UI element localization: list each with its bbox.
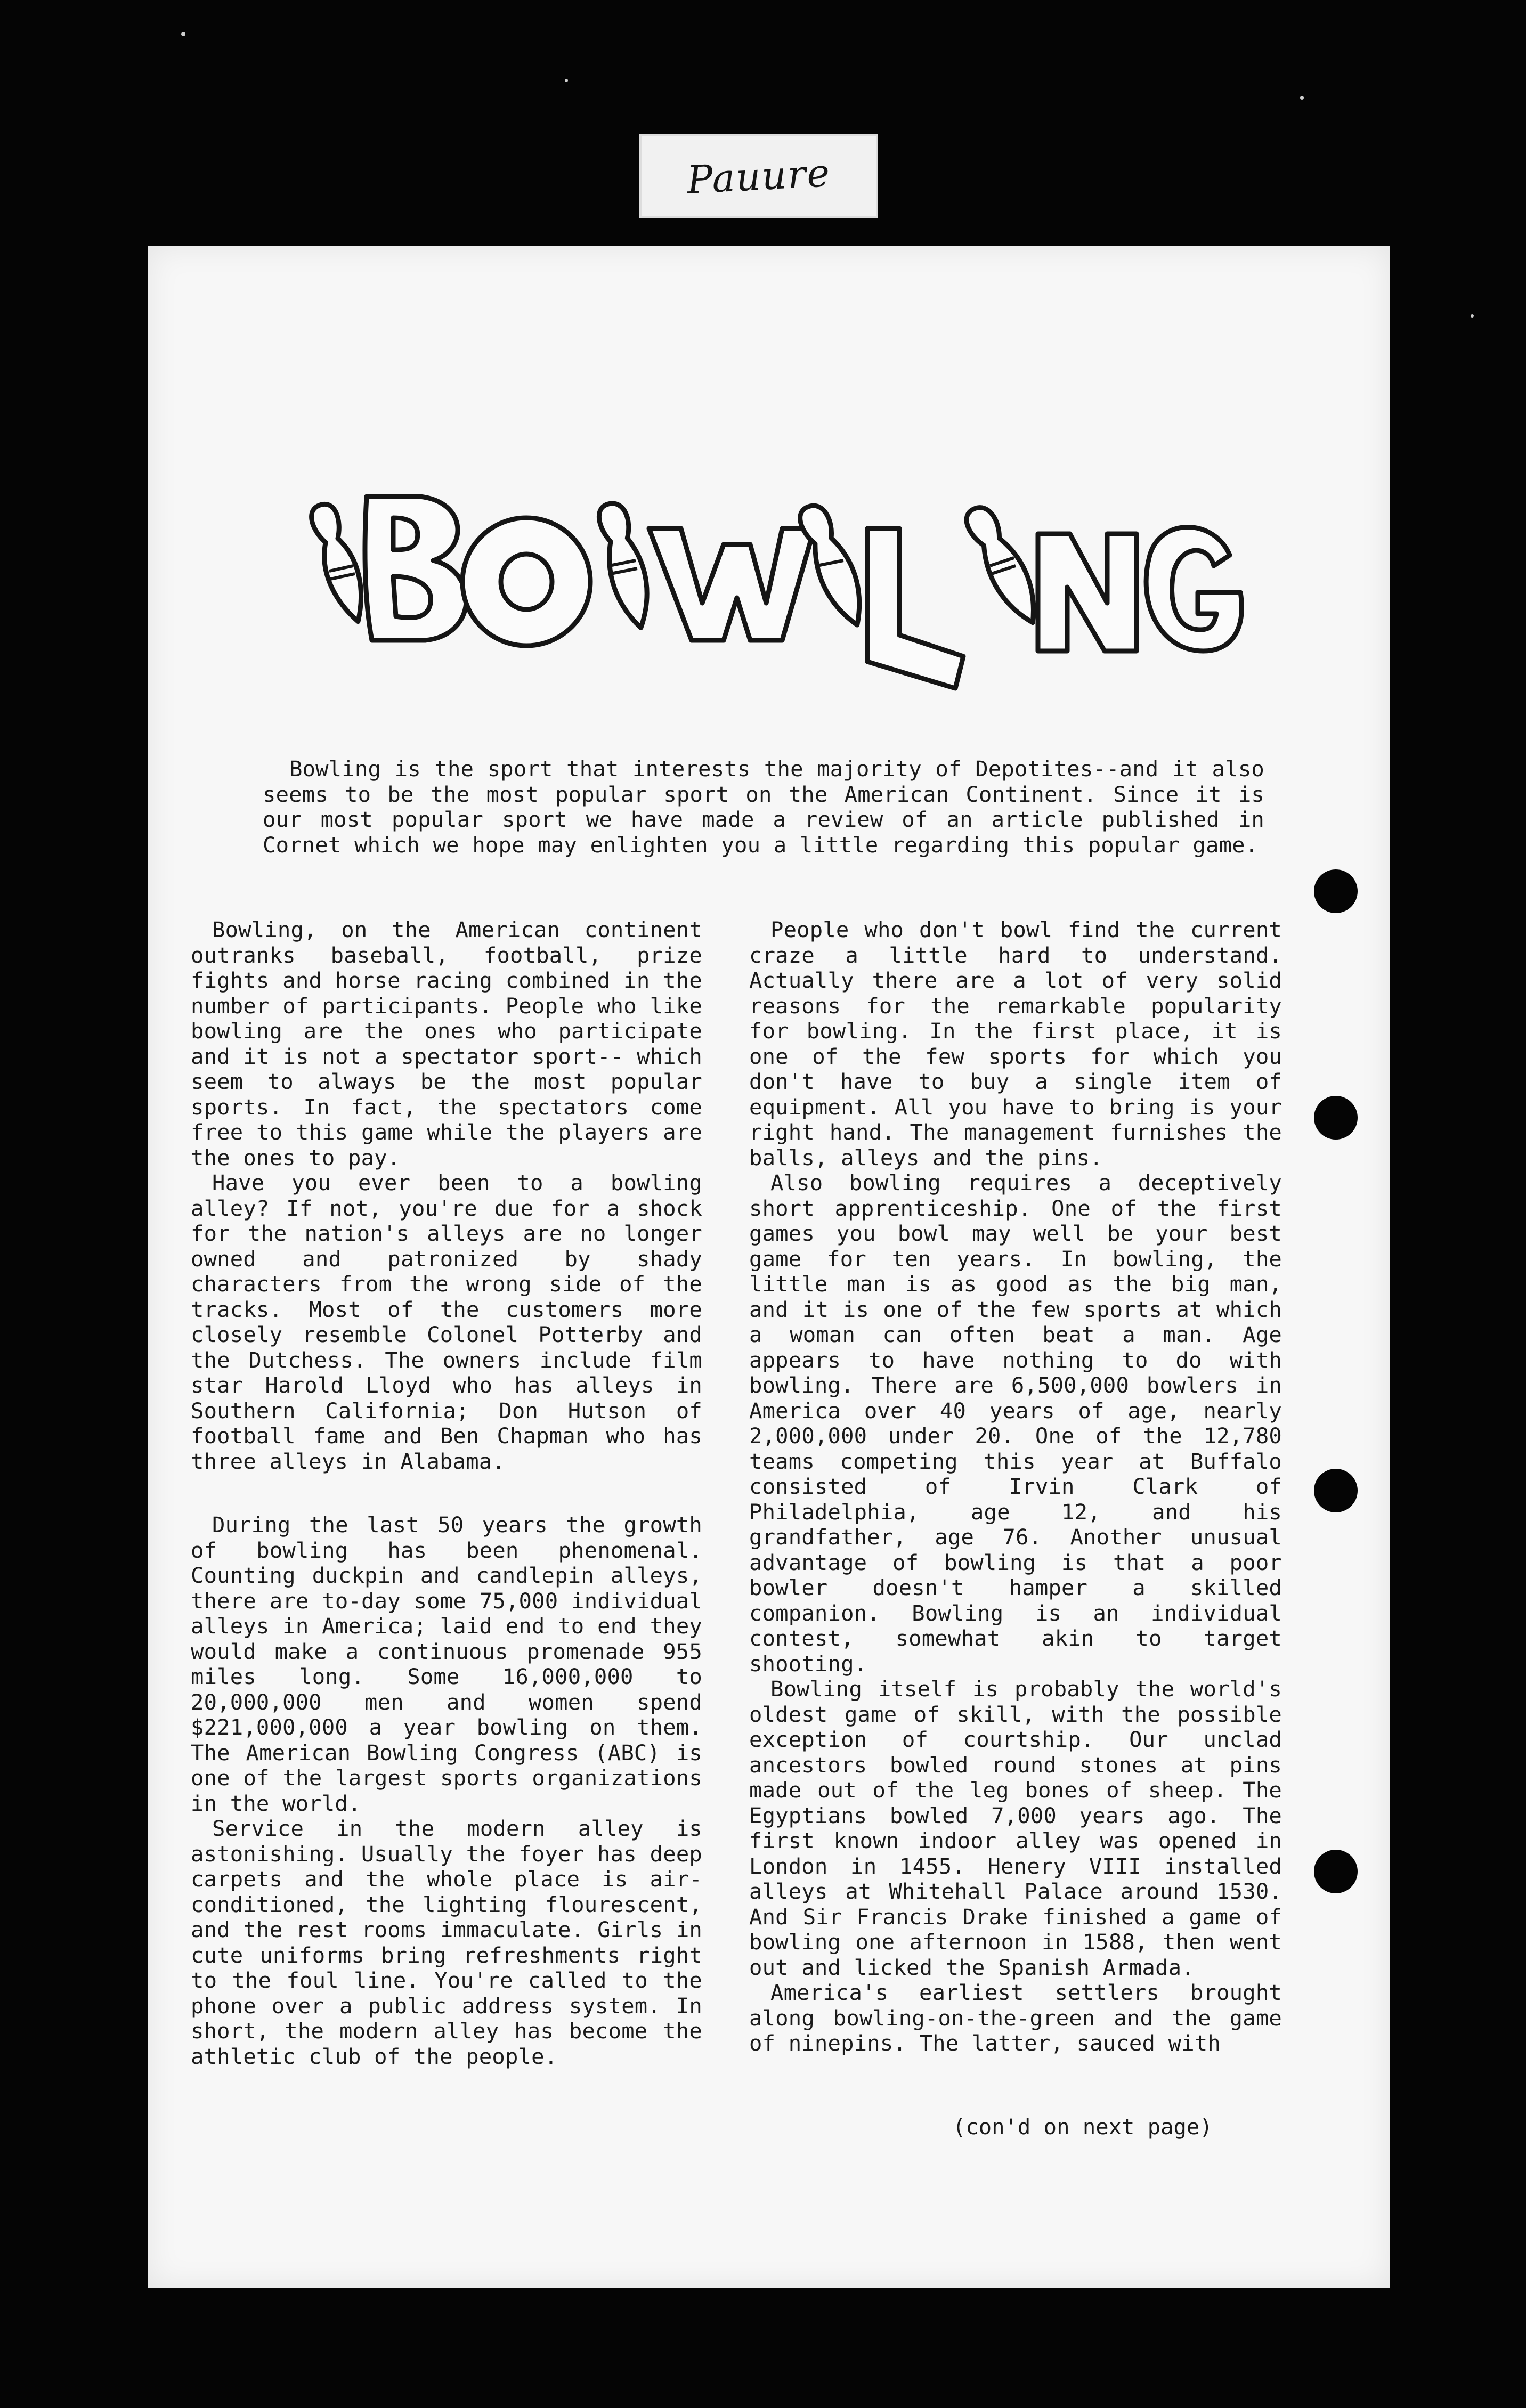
newsletter-page (148, 246, 1390, 2288)
letter-w-outline (649, 528, 814, 640)
left-paragraph: Service in the modern alley is astonishing. Usually the foyer has deep carpets and the whole place is air-conditioned, the lighting flourescent, and the rest rooms immaculate. Girls in cute uniforms bring refreshments right to the foul line. You're called to the phone over a public address system. In short, the modern alley has become the athletic club of the people. (191, 1816, 702, 2069)
left-column (191, 917, 702, 2069)
left-paragraph: Bowling, on the American continent outranks baseball, football, prize fights and horse racing combined in the number of participants. People who like bowling are the ones who participate and it is not a spectator sport-- which seem to always be the most popular sports. In fact, the spectators come free to this game while the players are the ones to pay. (191, 917, 702, 1170)
intro-paragraph (263, 756, 1264, 858)
bowling-pin-icon (596, 500, 655, 632)
letter-g-outline (1146, 527, 1241, 652)
right-column (749, 917, 1282, 2056)
film-speck (565, 79, 568, 82)
bowling-pin-icon (962, 500, 1046, 630)
right-paragraph: Also bowling requires a deceptively short apprenticeship. One of the first games you bowl may well be your best game for ten years. In bowling, the little man is as good as the big man, and it is one of the few sports at which a woman can often beat a man. Age appears to have nothing to do with bowling. There are 6,500,000 bowlers in America over 40 years of age, nearly 2,000,000 under 20. One of the 12,780 teams competing this year at Buffalo consisted of Irvin Clark of Philadelphia, age 12, and his grandfather, age 76. Another unusual advantage of bowling is that a poor bowler doesn't hamper a skilled companion. Bowling is an individual contest, somewhat akin to target shooting. (749, 1170, 1282, 1677)
archive-label-tag (639, 134, 878, 218)
film-speck (1471, 314, 1474, 318)
left-paragraph: During the last 50 years the growth of bowling has been phenomenal. Counting duckpin and candlepin alleys, there are to-day some 75,000 individual alleys in America; laid end to end they would make a continuous promenade 955 miles long. Some 16,000,000 to 20,000,000 men and women spend $221,000,000 a year bowling on them. The American Bowling Congress (ABC) is one of the largest sports organizations in the world. (191, 1512, 702, 1816)
intro-text: Bowling is the sport that interests the majority of Depotites--and it also seems to be the most popular sport on the American Continent. Since it is our most popular sport we have made a review of an article published in Cornet which we hope may enlighten you a little regarding this popular game. (263, 756, 1264, 858)
punch-hole (1314, 869, 1358, 913)
right-paragraph: America's earliest settlers brought along bowling-on-the-green and the game of ninepins. The latter, sauced with (749, 1980, 1282, 2056)
left-paragraph: Have you ever been to a bowling alley? If not, you're due for a shock for the nation's alleys are no longer owned and patronized by shady characters from the wrong side of the tracks. Most of the customers more closely resemble Colonel Potterby and the Dutchess. The owners include film star Harold Lloyd who has alleys in Southern California; Don Hutson of football fame and Ben Chapman who has three alleys in Alabama. (191, 1170, 702, 1474)
punch-hole (1314, 1850, 1358, 1893)
continued-note: (con'd on next page) (953, 2114, 1213, 2139)
letter-n-outline (1038, 534, 1137, 651)
right-paragraph: Bowling itself is probably the world's oldest game of skill, with the possible exception of courtship. Our unclad ancestors bowled round stones at pins made out of the leg bones of sheep. The Egyptians bowled 7,000 years ago. The first known indoor alley was opened in London in 1455. Henery VIII installed alleys at Whitehall Palace around 1530. And Sir Francis Drake finished a game of bowling one afternoon in 1588, then went out and licked the Spanish Armada. (749, 1676, 1282, 1980)
letter-l-outline (867, 528, 963, 688)
bowling-title-art (308, 481, 1246, 710)
archive-label-text: Pauure (686, 150, 832, 203)
film-speck (1300, 96, 1304, 100)
film-speck (181, 32, 185, 36)
punch-hole (1314, 1096, 1358, 1140)
punch-hole (1314, 1469, 1358, 1512)
bowling-pin-icon (796, 500, 871, 631)
right-paragraph: People who don't bowl find the current craze a little hard to understand. Actually there are a lot of very solid reasons for the remarkable popularity for bowling. In the first place, it is one of the few sports for which you don't have to buy a single item of equipment. All you have to bring is your right hand. The management furnishes the balls, alleys and the pins. (749, 917, 1282, 1170)
